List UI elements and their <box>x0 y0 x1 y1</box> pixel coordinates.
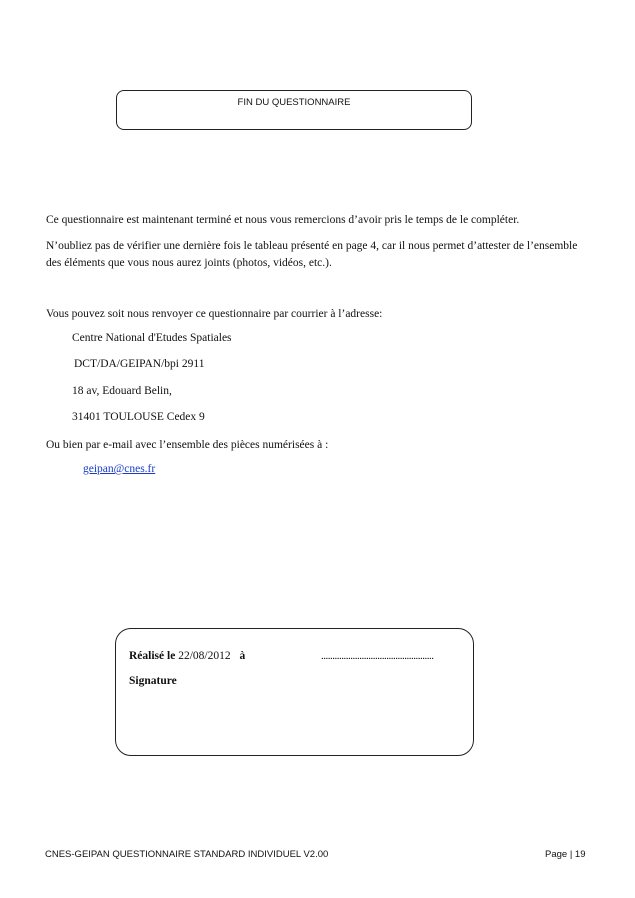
end-title-box <box>116 90 472 130</box>
check-text-line1: N’oubliez pas de vérifier une dernière fois le tableau présenté en page 4, car il nous permet d’attester de l’ensemble <box>46 240 578 252</box>
email-link[interactable]: geipan@cnes.fr <box>83 463 156 475</box>
date-value: 22/08/2012 <box>178 650 231 662</box>
address-line-2: DCT/DA/GEIPAN/bpi 2911 <box>74 358 205 370</box>
a-label: à <box>239 650 246 662</box>
send-intro-text: Vous pouvez soit nous renvoyer ce questionnaire par courrier à l’adresse: <box>46 308 383 320</box>
signature-label: Signature <box>129 675 177 687</box>
signature-box <box>115 628 474 756</box>
address-line-4: 31401 TOULOUSE Cedex 9 <box>72 411 205 423</box>
address-line-1: Centre National d'Etudes Spatiales <box>72 332 232 344</box>
realise-label: Réalisé le <box>129 650 176 662</box>
address-line-3: 18 av, Edouard Belin, <box>72 385 172 397</box>
thanks-text: Ce questionnaire est maintenant terminé et nous vous remercions d’avoir pris le temps de le compléter. <box>46 214 520 226</box>
place-dots: .................................................. <box>321 650 434 662</box>
email-intro-text: Ou bien par e-mail avec l’ensemble des pièces numérisées à : <box>46 439 329 451</box>
footer-page-number: Page | 19 <box>545 849 586 860</box>
footer-doc-name: CNES-GEIPAN QUESTIONNAIRE STANDARD INDIVIDUEL V2.00 <box>45 849 329 860</box>
check-text-line2: des éléments que vous nous aurez joints (photos, vidéos, etc.). <box>46 257 332 269</box>
end-title: FIN DU QUESTIONNAIRE <box>237 97 351 108</box>
realise-line <box>129 650 245 662</box>
